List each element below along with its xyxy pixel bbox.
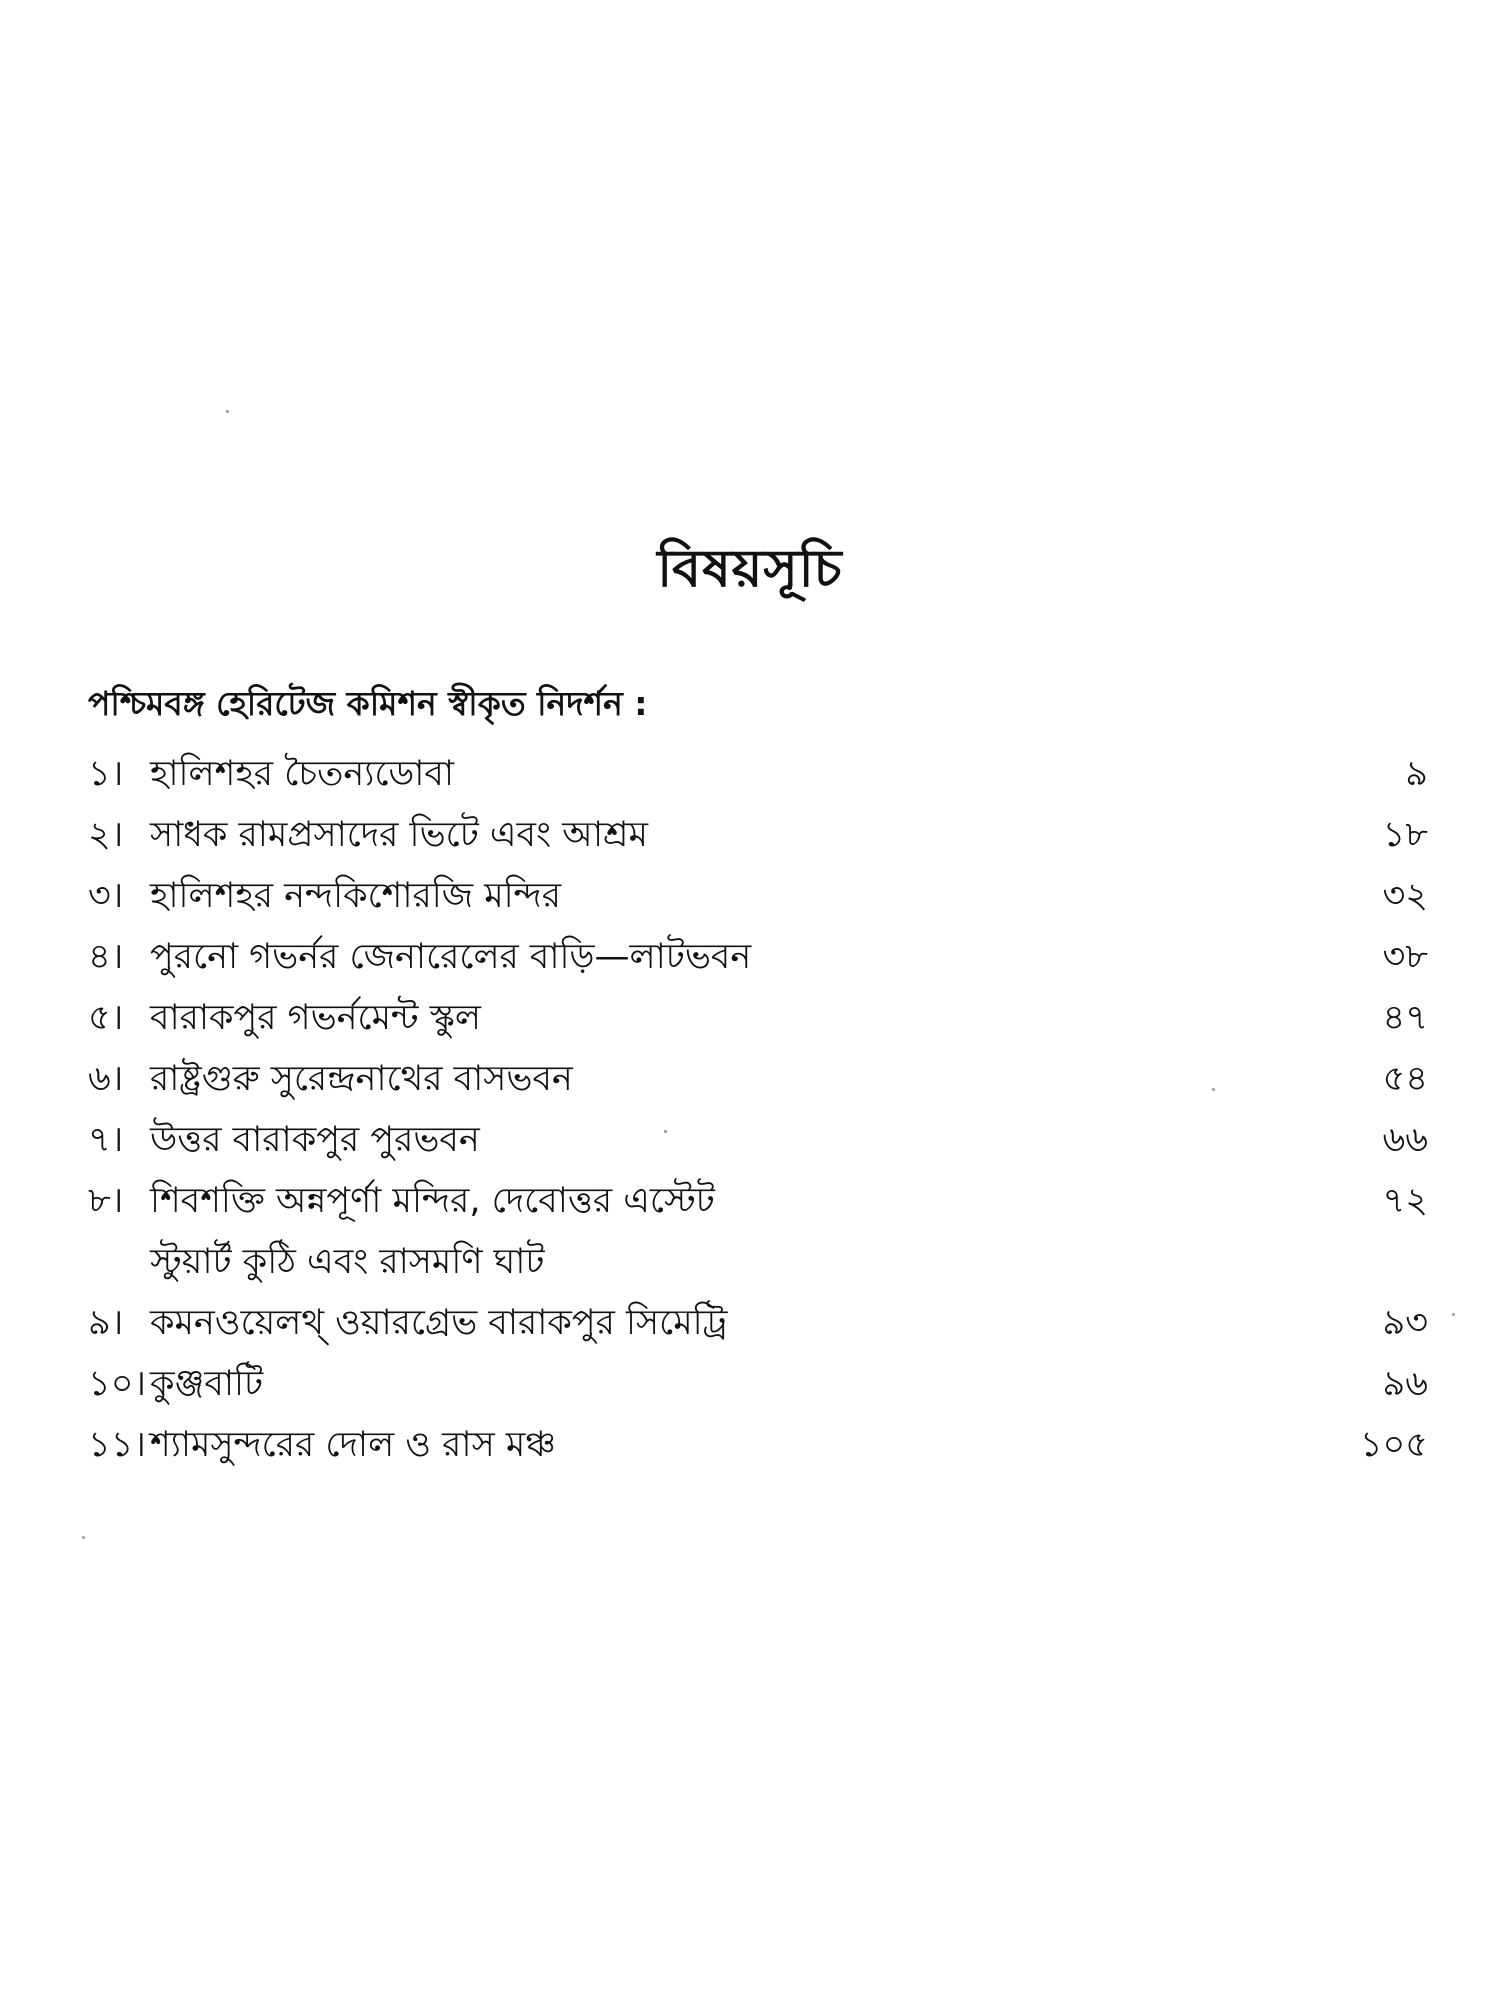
toc-entry-title-line [88, 1293, 728, 1354]
toc-entry-title-line [88, 1415, 556, 1476]
toc-entry-page: ৫৪ [1382, 1059, 1428, 1099]
toc-entry-title: কুঞ্জবাটি [150, 1364, 264, 1404]
toc-entry-page: ৩৮ [1382, 937, 1428, 977]
toc-entry [88, 1415, 1428, 1476]
toc-entry-title: সাধক রামপ্রসাদের ভিটে এবং আশ্রম [150, 815, 648, 855]
toc-entry-title: হালিশহর নন্দকিশোরজি মন্দির [150, 876, 561, 916]
toc-entry-number: ৬। [88, 1059, 124, 1099]
toc-entry-title-line [88, 1354, 263, 1415]
toc-entry-page: ১৮ [1382, 815, 1428, 855]
page-title: বিষয়সূচি [657, 538, 843, 599]
toc-entry-page: ৯৩ [1382, 1303, 1428, 1343]
toc-entry-number: ১। [88, 754, 124, 794]
toc-entry-title: রাষ্ট্রগুরু সুরেন্দ্রনাথের বাসভবন [150, 1059, 573, 1099]
toc-entry-number: ৭। [88, 1120, 124, 1160]
toc-entry [88, 866, 1428, 927]
toc-entry-title-line [88, 866, 561, 927]
toc-entry-page: ১০৫ [1359, 1425, 1428, 1465]
toc-entry [88, 1110, 1428, 1171]
toc-entry-number: ২। [88, 815, 124, 855]
toc-entry [88, 1354, 1428, 1415]
toc-entry-title: হালিশহর চৈতন্যডোবা [150, 754, 455, 794]
toc-entry-page: ৭২ [1382, 1181, 1428, 1221]
toc-entry-title-continuation: স্টুয়ার্ট কুঠি এবং রাসমণি ঘাট [150, 1242, 545, 1282]
toc-entry-number: ৫। [88, 998, 124, 1038]
toc-entry-number: ৯। [88, 1303, 124, 1343]
toc-entry-title-line [88, 988, 481, 1049]
toc-entry-number: ১১। [88, 1425, 146, 1465]
toc-entry-title: শ্যামসুন্দরের দোল ও রাস মঞ্চ [150, 1425, 556, 1465]
toc-entry-page: ৬৬ [1382, 1120, 1428, 1160]
toc-entry-title: কমনওয়েলথ্ ওয়ারগ্রেভ বারাকপুর সিমেট্রি [150, 1303, 728, 1343]
toc-entry-page: ৯৬ [1382, 1364, 1428, 1404]
section-heading: পশ্চিমবঙ্গ হেরিটেজ কমিশন স্বীকৃত নিদর্শন : [88, 684, 648, 723]
toc-entry-number: ১০। [88, 1364, 146, 1404]
toc-entry-page: ৪৭ [1382, 998, 1428, 1038]
toc-entry-title: শিবশক্তি অন্নপূর্ণা মন্দির, দেবোত্তর এস্টেট [150, 1181, 715, 1221]
scan-speck [226, 410, 229, 413]
toc-entry-title-line [88, 744, 454, 805]
toc-entry [88, 927, 1428, 988]
toc-entry-page: ৯ [1405, 754, 1428, 794]
toc-entry-title: পুরনো গভর্নর জেনারেলের বাড়ি—লাটভবন [150, 937, 752, 977]
toc-entry-title: উত্তর বারাকপুর পুরভবন [150, 1120, 480, 1160]
scan-speck [82, 1536, 85, 1539]
toc-entry-number: ৮। [88, 1181, 124, 1221]
toc-entry [88, 1293, 1428, 1354]
toc-entry-page: ৩২ [1382, 876, 1428, 916]
toc-entry-number: ৩। [88, 876, 124, 916]
toc-entry [88, 1049, 1428, 1110]
toc-entry-title-line [88, 1110, 480, 1171]
toc-entry-title-line [88, 1171, 715, 1232]
toc-entry-number: ৪। [88, 937, 124, 977]
table-of-contents [88, 744, 1428, 1476]
toc-entry-title-line [88, 927, 751, 988]
toc-entry [88, 1171, 1428, 1293]
toc-entry [88, 805, 1428, 866]
toc-entry-title: বারাকপুর গভর্নমেন্ট স্কুল [150, 998, 482, 1038]
toc-entry [88, 744, 1428, 805]
scan-speck [1452, 1313, 1455, 1316]
scan-speck [664, 1130, 667, 1133]
scan-speck [1212, 1088, 1215, 1091]
toc-entry [88, 988, 1428, 1049]
toc-entry-title-line [88, 805, 648, 866]
toc-entry-title-line [88, 1049, 573, 1110]
